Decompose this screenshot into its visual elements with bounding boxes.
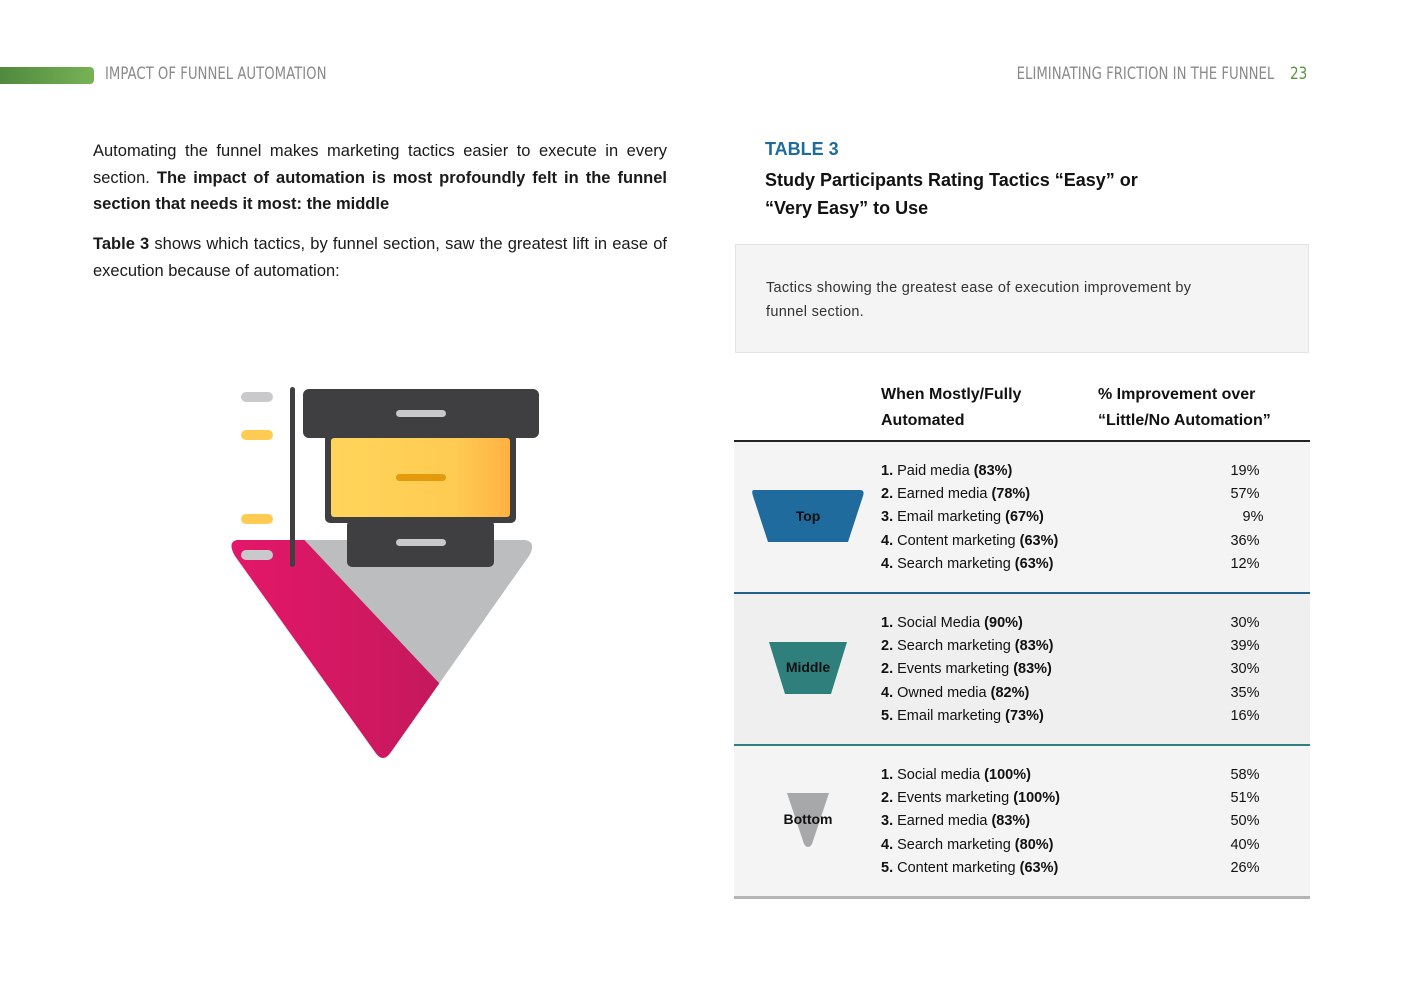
- rank: 2.: [881, 638, 894, 655]
- table-row: [881, 764, 1301, 787]
- table-reference-text: shows which tactics, by funnel section, saw the greatest lift in ease of execution because of automation:: [93, 235, 667, 280]
- share: (63%): [1014, 555, 1054, 572]
- rank: 1.: [881, 767, 894, 783]
- improvement: 39%: [1230, 638, 1260, 655]
- share: (80%): [1014, 836, 1054, 853]
- intro-emphasis: The impact of automation is most profoundly felt in the funnel section that needs it most: the middle: [93, 168, 667, 213]
- tactic: Earned media: [897, 813, 988, 830]
- rank: 2.: [881, 661, 894, 678]
- improvement: 16%: [1230, 707, 1260, 724]
- funnel-section-bottom: [734, 746, 1310, 899]
- share: (83%): [973, 463, 1013, 479]
- document-title: ELIMINATING FRICTION IN THE FUNNEL: [1016, 64, 1274, 84]
- tactic: Search marketing: [897, 638, 1011, 655]
- tactic: Content marketing: [897, 859, 1016, 876]
- tactics-list-bottom: [881, 764, 1301, 880]
- rank: 5.: [881, 707, 894, 724]
- section-label-bottom: Bottom: [783, 811, 833, 827]
- table-note: Tactics showing the greatest ease of execution improvement by funnel section.: [766, 280, 1192, 320]
- section-title: IMPACT OF FUNNEL AUTOMATION: [105, 64, 327, 84]
- improvement: 36%: [1230, 532, 1260, 549]
- tactic: Events marketing: [897, 661, 1010, 678]
- tactic: Owned media: [897, 684, 987, 701]
- intro-text: Automating the funnel makes marketing tactics easier to execute in every section.: [93, 142, 667, 187]
- intro-paragraph: [93, 138, 667, 218]
- tactic: Social media: [897, 767, 981, 783]
- rank: 1.: [881, 615, 894, 631]
- rank: 4.: [881, 836, 894, 853]
- tactic: Search marketing: [897, 555, 1011, 572]
- table-row: [881, 682, 1301, 705]
- tactics-list-middle: [881, 612, 1301, 728]
- share: (78%): [991, 486, 1031, 503]
- improvement: 57%: [1230, 486, 1260, 503]
- rank: 5.: [881, 859, 894, 876]
- improvement: 50%: [1230, 813, 1260, 830]
- tactic: Social Media: [897, 615, 981, 631]
- tactic: Events marketing: [897, 790, 1010, 807]
- improvement: 58%: [1230, 767, 1260, 783]
- section-label-middle: Middle: [785, 659, 831, 675]
- table-row: [881, 506, 1301, 529]
- improvement: 19%: [1230, 463, 1260, 479]
- share: (83%): [1014, 638, 1054, 655]
- tactic: Content marketing: [897, 532, 1016, 549]
- share: (73%): [1005, 707, 1044, 724]
- section-label-top: Top: [795, 508, 821, 524]
- column-header-improvement: % Improvement over “Little/No Automation”: [1098, 386, 1271, 429]
- table-row: [881, 834, 1301, 857]
- rank: 2.: [881, 486, 894, 503]
- share: (100%): [1013, 790, 1060, 807]
- table-row: [881, 810, 1301, 833]
- table-row: [881, 857, 1301, 880]
- table-title: Study Participants Rating Tactics “Easy” or “Very Easy” to Use: [765, 170, 1138, 218]
- header-accent-bar: [0, 67, 94, 84]
- share: (67%): [1005, 509, 1044, 526]
- table-row: [881, 612, 1301, 635]
- table-note-box: [735, 244, 1309, 353]
- improvement: 40%: [1230, 836, 1260, 853]
- share: (83%): [1013, 661, 1052, 678]
- table-label: TABLE 3: [765, 139, 839, 159]
- table-row: [881, 705, 1301, 728]
- table-row: [881, 787, 1301, 810]
- table-row: [881, 530, 1301, 553]
- tactic: Email marketing: [897, 707, 1002, 724]
- rank: 4.: [881, 684, 894, 701]
- rank: 4.: [881, 555, 894, 572]
- rank: 3.: [881, 813, 894, 830]
- share: (63%): [1019, 532, 1059, 549]
- table-row: [881, 658, 1301, 681]
- tactic: Search marketing: [897, 836, 1011, 853]
- tactic: Paid media: [897, 463, 970, 479]
- page-number: 23: [1290, 64, 1308, 84]
- table-reference: Table 3: [93, 235, 150, 253]
- rank: 3.: [881, 509, 894, 526]
- improvement: 30%: [1230, 615, 1260, 631]
- improvement: 9%: [1242, 509, 1264, 526]
- table-row: [881, 460, 1301, 483]
- table-row: [881, 553, 1301, 576]
- tactic: Earned media: [897, 486, 988, 503]
- improvement: 26%: [1230, 859, 1260, 876]
- improvement: 35%: [1230, 684, 1260, 701]
- improvement: 12%: [1230, 555, 1260, 572]
- share: (82%): [990, 684, 1030, 701]
- funnel-illustration-icon: [225, 380, 545, 770]
- improvement: 30%: [1230, 661, 1260, 678]
- rank: 1.: [881, 463, 894, 479]
- funnel-section-middle: [734, 594, 1310, 747]
- column-header-automated: When Mostly/Fully Automated: [881, 386, 1022, 429]
- improvement: 51%: [1230, 790, 1260, 807]
- table-row: [881, 483, 1301, 506]
- share: (83%): [991, 813, 1031, 830]
- funnel-section-top: [734, 442, 1310, 594]
- share: (63%): [1019, 859, 1059, 876]
- table-row: [881, 635, 1301, 658]
- tactics-list-top: [881, 460, 1301, 576]
- rank: 2.: [881, 790, 894, 807]
- funnel-drawers-illustration: [225, 380, 545, 770]
- table-reference-paragraph: [93, 231, 667, 284]
- tactic: Email marketing: [897, 509, 1002, 526]
- share: (90%): [984, 615, 1023, 631]
- share: (100%): [984, 767, 1031, 783]
- rank: 4.: [881, 532, 894, 549]
